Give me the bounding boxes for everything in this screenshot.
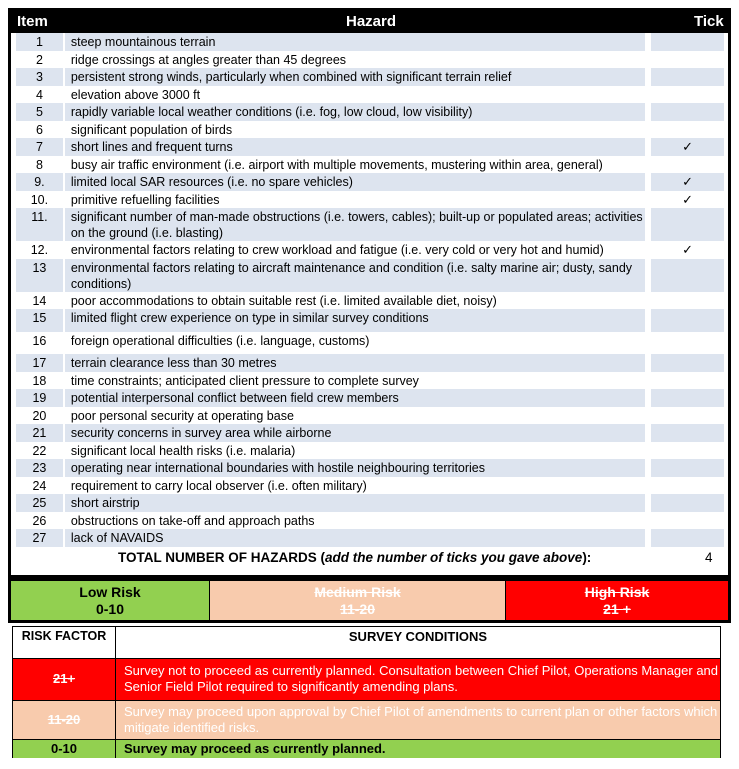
item-number: 15 [16,309,63,332]
risk-factor-header: RISK FACTOR [13,627,116,658]
table-row [16,86,724,104]
item-number: 19 [16,389,63,407]
hazard-description: significant local health risks (i.e. malaria) [70,443,296,458]
table-row [16,442,724,460]
tick-cell[interactable]: ✓ [651,138,724,156]
hazard-description: lack of NAVAIDS [65,529,645,547]
hazard-description: obstructions on take-off and approach paths [70,513,315,528]
table-row [16,512,724,530]
table-row [16,51,724,69]
item-number: 7 [16,138,63,156]
table-row [16,407,724,425]
hazard-description: potential interpersonal conflict between field crew members [65,389,645,407]
item-number: 9. [16,173,63,191]
table-row [16,494,724,512]
medium-risk-condition-row [13,701,720,740]
medium-risk-condition: Survey may proceed upon approval by Chief Pilot of amendments to current plan or other factors which mitigate identified risks. [124,704,718,735]
survey-conditions-table [12,626,721,758]
tick-cell[interactable] [651,309,724,332]
tick-cell[interactable] [651,33,724,51]
item-number: 26 [32,513,47,528]
table-row [16,173,724,191]
tick-cell[interactable] [651,529,724,547]
table-row [16,191,724,209]
high-risk-band [505,581,728,620]
medium-risk-range: 11-20 [339,601,376,617]
high-risk-label: High Risk [584,584,650,600]
hazard-description: short lines and frequent turns [65,138,645,156]
table-row [16,529,724,547]
hazard-description: security concerns in survey area while airborne [65,424,645,442]
table-row [16,459,724,477]
tick-cell[interactable] [651,354,724,372]
table-row [16,33,724,51]
table-row [16,121,724,139]
tick-cell[interactable] [651,372,724,390]
hazard-description: poor accommodations to obtain suitable rest (i.e. limited available diet, noisy) [70,293,497,308]
tick-column-header: Tick [694,13,724,30]
item-number: 11. [16,208,63,241]
item-number: 20 [32,408,47,423]
tick-cell[interactable] [651,103,724,121]
item-number: 1 [16,33,63,51]
item-number: 13 [16,259,63,292]
high-risk-condition: Survey not to proceed as currently planned. Consultation between Chief Pilot, Operations Manager and Senior Field Pilot required to significantly amending plans. [124,663,719,694]
table-row [16,477,724,495]
risk-level-band [8,578,731,623]
hazard-description: environmental factors relating to aircraft maintenance and condition (i.e. salty marine air; dusty, sandy conditions) [65,259,645,292]
hazard-description: limited local SAR resources (i.e. no spare vehicles) [65,173,645,191]
hazard-description: short airstrip [65,494,645,512]
table-header [11,11,728,33]
medium-risk-factor: 11-20 [13,701,116,739]
hazard-description: persistent strong winds, particularly when combined with significant terrain relief [65,68,645,86]
item-number: 4 [35,87,43,102]
hazard-description: terrain clearance less than 30 metres [65,354,645,372]
high-risk-factor: 21+ [13,659,116,700]
item-number: 24 [32,478,47,493]
item-number: 14 [32,293,47,308]
hazard-description: significant number of man-made obstructions (i.e. towers, cables); built-up or populated areas; activities on the ground (i.e. blasting) [65,208,645,241]
item-column-header: Item [17,13,48,30]
medium-risk-label: Medium Risk [314,584,401,600]
tick-cell[interactable]: ✓ [682,191,694,207]
low-risk-label: Low Risk [79,584,141,600]
item-number: 8 [35,157,43,172]
tick-cell[interactable]: ✓ [651,173,724,191]
hazard-description: busy air traffic environment (i.e. airport with multiple movements, mustering within area, general) [70,157,603,172]
survey-table-header [13,627,720,659]
hazard-description: poor personal security at operating base [70,408,294,423]
hazard-description: significant population of birds [70,122,233,137]
table-row [16,156,724,174]
survey-conditions-header: SURVEY CONDITIONS [348,629,488,644]
hazard-description: steep mountainous terrain [65,33,645,51]
tick-cell[interactable] [651,292,724,310]
table-row [16,103,724,121]
tick-cell[interactable] [651,477,724,495]
hazard-description: operating near international boundaries with hostile neighbouring territories [65,459,645,477]
tick-cell[interactable] [651,512,724,530]
hazard-description: limited flight crew experience on type in similar survey conditions [65,309,645,332]
table-row [16,372,724,390]
tick-cell[interactable] [651,389,724,407]
table-row [16,309,724,332]
item-number: 5 [16,103,63,121]
item-number: 10. [30,192,49,207]
high-risk-range: 21 + [603,601,631,617]
table-row [16,332,724,354]
item-number: 18 [32,373,47,388]
table-row [16,259,724,292]
tick-cell[interactable] [651,424,724,442]
total-hazards-label: TOTAL NUMBER OF HAZARDS (add the number of ticks you gave above): [118,550,592,565]
item-number: 25 [16,494,63,512]
low-risk-condition: Survey may proceed as currently planned. [124,741,386,756]
tick-cell[interactable] [651,86,724,104]
item-number: 22 [32,443,47,458]
item-number: 6 [35,122,43,137]
item-number: 17 [16,354,63,372]
total-hazards-row [11,549,728,571]
tick-cell[interactable] [651,208,724,241]
tick-cell[interactable] [651,156,724,174]
table-row [16,389,724,407]
hazard-description: time constraints; anticipated client pressure to complete survey [70,373,419,388]
hazard-rows [16,33,724,547]
table-row [16,292,724,310]
item-number: 21 [16,424,63,442]
item-number: 2 [35,52,43,67]
table-row [16,424,724,442]
hazard-description: foreign operational difficulties (i.e. language, customs) [70,334,370,348]
tick-cell[interactable] [651,51,724,69]
item-number: 3 [16,68,63,86]
hazard-checklist-table [8,8,731,578]
hazard-column-header: Hazard [346,13,397,30]
table-row [16,354,724,372]
total-hazards-value[interactable]: 4 [705,550,713,565]
tick-cell[interactable] [651,259,724,292]
table-row [16,138,724,156]
tick-cell[interactable] [651,68,724,86]
hazard-description: ridge crossings at angles greater than 45 degrees [70,52,347,67]
table-row [16,208,724,241]
low-risk-condition-row [13,740,720,758]
hazard-description: rapidly variable local weather conditions (i.e. fog, low cloud, low visibility) [65,103,645,121]
table-row [16,241,724,259]
item-number: 16 [32,334,47,348]
hazard-description: environmental factors relating to crew workload and fatigue (i.e. very cold or very hot and humid) [70,243,604,257]
tick-cell[interactable] [651,442,724,460]
item-number: 12. [30,243,49,257]
low-risk-factor: 0-10 [13,740,116,758]
low-risk-range: 0-10 [95,601,125,617]
tick-cell[interactable] [651,332,724,354]
hazard-description: primitive refuelling facilities [70,192,220,207]
tick-cell[interactable] [651,121,724,139]
tick-cell[interactable] [651,494,724,512]
tick-cell[interactable] [651,459,724,477]
item-number: 27 [16,529,63,547]
low-risk-band [11,581,209,620]
table-row [16,68,724,86]
hazard-description: requirement to carry local observer (i.e. often military) [70,478,367,493]
tick-cell[interactable] [651,407,724,425]
tick-cell[interactable]: ✓ [682,242,694,257]
hazard-description: elevation above 3000 ft [70,87,201,102]
high-risk-condition-row [13,659,720,701]
item-number: 23 [16,459,63,477]
medium-risk-band [209,581,505,620]
